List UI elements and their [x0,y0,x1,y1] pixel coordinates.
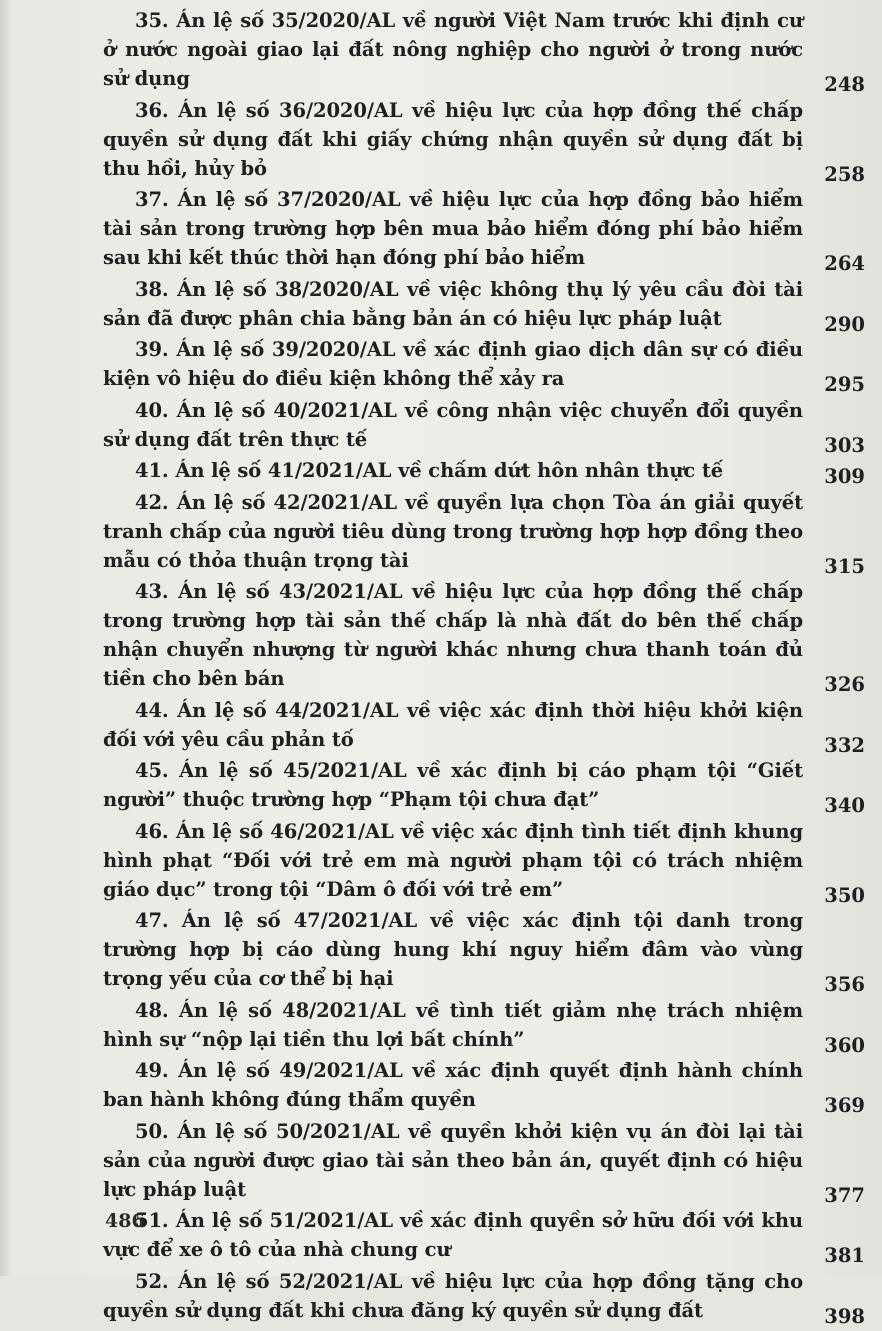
toc-entry-title: 40. Án lệ số 40/2021/AL về công nhận việc chuyển đổi quyền sử dụng đất trên thực tế [103,398,803,451]
toc-entry-page: 356 [824,973,865,996]
toc-entry-title: 37. Án lệ số 37/2020/AL về hiệu lực của hợp đồng bảo hiểm tài sản trong trường hợp bên mua bảo hiểm đóng phí bảo hiểm sau khi kết thúc thời hạn đóng phí bảo hiểm [103,188,803,269]
toc-entry [103,696,865,757]
toc-entry-title: 41. Án lệ số 41/2021/AL về chấm dứt hôn nhân thực tế [135,459,724,482]
toc-entry-page: 264 [824,252,865,275]
toc-entry [103,396,865,457]
toc-entry-title: 42. Án lệ số 42/2021/AL về quyền lựa chọn Tòa án giải quyết tranh chấp của người tiêu dùng trong trường hợp hợp đồng theo mẫu có thỏa thuận trọng tài [103,490,803,572]
toc-entry-title: 51. Án lệ số 51/2021/AL về xác định quyền sở hữu đối với khu vực để xe ô tô của nhà chung cư [103,1209,803,1261]
toc-entry-page: 290 [824,312,865,336]
toc-entry-title: 35. Án lệ số 35/2020/AL về người Việt Nam trước khi định cư ở nước ngoài giao lại đất nông nghiệp cho người ở trong nước sử dụng [103,9,803,90]
toc-entry-page: 369 [824,1094,865,1117]
toc-entry-page: 381 [824,1244,865,1267]
toc-entry-title: 36. Án lệ số 36/2020/AL về hiệu lực của hợp đồng thế chấp quyền sử dụng đất khi giấy chứng nhận quyền sử dụng đất bị thu hồi, hủy bỏ [103,98,803,180]
toc-entry-page: 360 [824,1033,865,1057]
toc-entry-page: 309 [824,465,865,488]
toc-entry-title: 49. Án lệ số 49/2021/AL về xác định quyết định hành chính ban hành không đúng thẩm quyền [103,1059,803,1111]
toc-entry-title: 38. Án lệ số 38/2020/AL về việc không thụ lý yêu cầu đòi tài sản đã được phân chia bằng bản án có hiệu lực pháp luật [103,277,803,330]
toc-entry [103,1117,865,1207]
table-of-contents [103,6,865,1327]
toc-entry-title: 44. Án lệ số 44/2021/AL về việc xác định thời hiệu khởi kiện đối với yêu cầu phản tố [103,698,803,751]
toc-entry-page: 398 [824,1304,865,1328]
toc-entry-title: 43. Án lệ số 43/2021/AL về hiệu lực của hợp đồng thế chấp trong trường hợp tài sản thế chấp là nhà đất do bên thế chấp nhận chuyển nhượng từ người khác nhưng chưa thanh toán đủ tiền cho bên bán [103,580,803,690]
toc-entry [103,577,865,696]
toc-entry-page: 340 [824,794,865,817]
toc-entry [103,335,865,396]
toc-entry-page: 332 [824,733,865,757]
toc-entry-page: 258 [824,162,865,186]
toc-entry [103,906,865,996]
toc-entry [103,1206,865,1267]
toc-entry [103,817,865,907]
toc-entry [103,756,865,817]
toc-entry [103,1267,865,1328]
toc-entry-page: 248 [824,73,865,96]
toc-entry-title: 46. Án lệ số 46/2021/AL về việc xác định tình tiết định khung hình phạt “Đối với trẻ em mà người phạm tội có trách nhiệm giáo dục” trong tội “Dâm ô đối với trẻ em” [103,819,803,901]
toc-entry-title: 45. Án lệ số 45/2021/AL về xác định bị cáo phạm tội “Giết người” thuộc trường hợp “Phạm tội chưa đạt” [103,759,803,811]
toc-entry [103,185,865,275]
page-gutter-shadow [0,0,14,1276]
toc-entry-page: 315 [824,554,865,578]
toc-entry-title: 47. Án lệ số 47/2021/AL về việc xác định tội danh trong trường hợp bị cáo dùng hung khí nguy hiểm đâm vào vùng trọng yếu của cơ thể bị hại [103,909,803,990]
toc-entry [103,996,865,1057]
toc-entry-title: 50. Án lệ số 50/2021/AL về quyền khởi kiện vụ án đòi lại tài sản của người được giao tài sản theo bản án, quyết định có hiệu lực pháp luật [103,1119,803,1201]
toc-entry [103,488,865,578]
toc-entry [103,456,865,488]
toc-entry-page: 377 [824,1183,865,1207]
toc-entry-page: 295 [824,373,865,396]
toc-entry-page: 303 [824,433,865,457]
toc-entry-title: 48. Án lệ số 48/2021/AL về tình tiết giảm nhẹ trách nhiệm hình sự “nộp lại tiền thu lợi bất chính” [103,998,803,1051]
toc-entry-page: 350 [824,883,865,907]
toc-entry [103,96,865,186]
toc-entry [103,6,865,96]
page-number: 486 [105,1210,145,1232]
toc-entry-title: 39. Án lệ số 39/2020/AL về xác định giao dịch dân sự có điều kiện vô hiệu do điều kiện không thể xảy ra [103,338,803,390]
toc-entry-title: 52. Án lệ số 52/2021/AL về hiệu lực của hợp đồng tặng cho quyền sử dụng đất khi chưa đăng ký quyền sử dụng đất [103,1269,803,1322]
toc-entry [103,1056,865,1117]
toc-entry-page: 326 [824,673,865,696]
toc-entry [103,275,865,336]
